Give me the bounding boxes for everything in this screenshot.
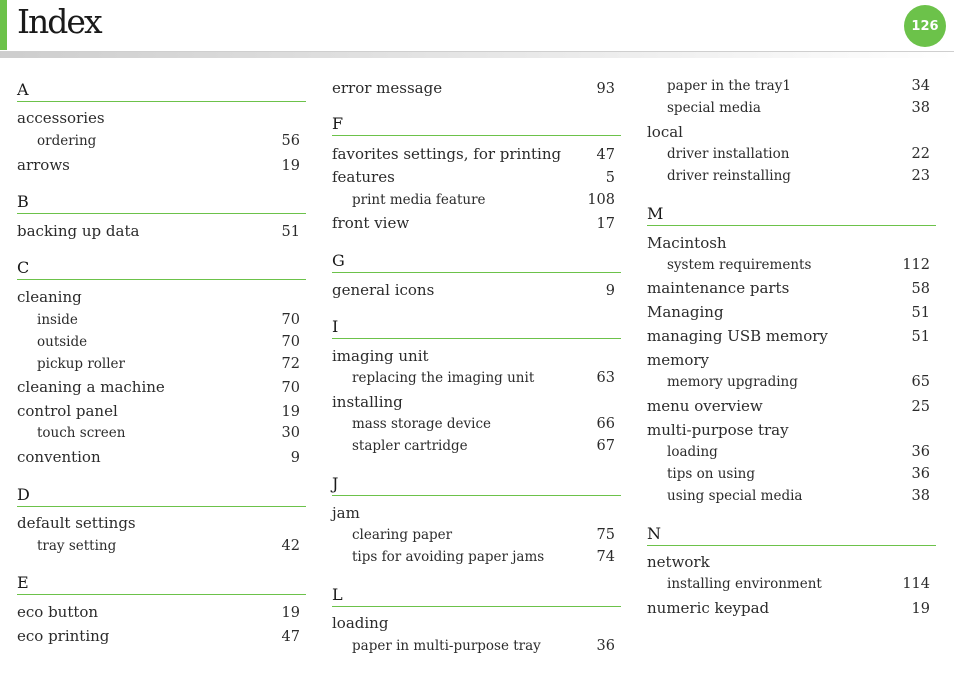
page-reference[interactable]: 114 [902, 576, 930, 592]
page-reference[interactable]: 19 [281, 158, 300, 174]
page-number-badge: 126 [904, 5, 946, 47]
index-term: inside [37, 312, 78, 328]
page-reference[interactable]: 25 [911, 399, 930, 415]
page-reference[interactable]: 56 [281, 133, 300, 149]
index-entry[interactable] [332, 393, 621, 411]
page-reference[interactable]: 17 [596, 216, 615, 232]
page-reference[interactable]: 65 [911, 374, 930, 390]
index-term: jam [332, 504, 360, 522]
index-entry[interactable] [332, 168, 621, 186]
index-term: installing environment [667, 576, 822, 592]
page-reference[interactable]: 47 [281, 629, 300, 645]
index-term: general icons [332, 281, 435, 299]
index-subentry[interactable] [647, 488, 936, 504]
page-reference[interactable]: 19 [911, 601, 930, 617]
page-reference[interactable]: 36 [911, 444, 930, 460]
index-entry[interactable] [647, 123, 936, 141]
page-reference[interactable]: 93 [596, 81, 615, 97]
index-subentry[interactable] [647, 257, 936, 273]
index-term: backing up data [17, 222, 140, 240]
section-letter-heading: D [17, 485, 306, 507]
page-reference[interactable]: 19 [281, 404, 300, 420]
index-term: error message [332, 79, 443, 97]
page-reference[interactable]: 74 [596, 549, 615, 565]
page-reference[interactable]: 9 [605, 283, 615, 299]
index-term: numeric keypad [647, 599, 770, 617]
index-term: tips for avoiding paper jams [352, 549, 545, 565]
index-subentry[interactable] [647, 466, 936, 482]
page-reference[interactable]: 36 [911, 466, 930, 482]
index-term: accessories [17, 109, 105, 127]
page-reference[interactable]: 34 [911, 78, 930, 94]
index-entry[interactable] [17, 288, 306, 306]
index-term: tips on using [667, 466, 755, 482]
index-term: tray setting [37, 538, 117, 554]
index-entry[interactable] [17, 514, 306, 532]
index-entry[interactable] [332, 214, 621, 232]
index-entry[interactable] [332, 145, 621, 163]
page-reference[interactable]: 67 [596, 438, 615, 454]
section-letter-heading: I [332, 317, 621, 339]
index-subentry[interactable] [332, 638, 621, 654]
index-term: print media feature [352, 192, 486, 208]
page-reference[interactable]: 38 [911, 488, 930, 504]
index-entry[interactable] [17, 156, 306, 174]
index-subentry[interactable] [332, 549, 621, 565]
page-reference[interactable]: 112 [902, 257, 930, 273]
index-subentry[interactable] [17, 133, 306, 149]
index-subentry[interactable] [647, 576, 936, 592]
section-letter-heading: B [17, 192, 306, 214]
index-term: front view [332, 214, 410, 232]
index-subentry[interactable] [17, 312, 306, 328]
index-term: features [332, 168, 395, 186]
section-letter-heading: A [17, 80, 306, 102]
index-term: managing USB memory [647, 327, 828, 345]
index-term: system requirements [667, 257, 812, 273]
page-reference[interactable]: 70 [281, 312, 300, 328]
index-term: arrows [17, 156, 70, 174]
index-term: paper in multi-purpose tray [352, 638, 541, 654]
index-entry[interactable] [17, 109, 306, 127]
page-reference[interactable]: 51 [281, 224, 300, 240]
index-subentry[interactable] [332, 192, 621, 208]
index-subentry[interactable] [647, 146, 936, 162]
index-entry[interactable] [332, 347, 621, 365]
index-term: local [647, 123, 683, 141]
index-subentry[interactable] [17, 356, 306, 372]
index-term: driver reinstalling [667, 168, 791, 184]
page-reference[interactable]: 75 [596, 527, 615, 543]
page-reference[interactable]: 63 [596, 370, 615, 386]
index-term: touch screen [37, 425, 126, 441]
index-term: loading [667, 444, 718, 460]
index-entry[interactable] [17, 603, 306, 621]
index-entry[interactable] [647, 303, 936, 321]
index-term: control panel [17, 402, 118, 420]
index-subentry[interactable] [332, 438, 621, 454]
page-reference[interactable]: 72 [281, 356, 300, 372]
page-reference[interactable]: 19 [281, 605, 300, 621]
index-subentry[interactable] [332, 370, 621, 386]
index-term: mass storage device [352, 416, 492, 432]
page-reference[interactable]: 5 [605, 170, 615, 186]
index-term: ordering [37, 133, 97, 149]
accent-bar [0, 0, 7, 50]
index-entry[interactable] [17, 402, 306, 420]
index-entry[interactable] [647, 553, 936, 571]
page-reference[interactable]: 51 [911, 305, 930, 321]
page-title: Index [17, 2, 101, 41]
index-term: cleaning a machine [17, 378, 165, 396]
index-term: paper in the tray1 [667, 78, 791, 94]
index-subentry[interactable] [17, 425, 306, 441]
index-term: favorites settings, for printing [332, 145, 562, 163]
index-term: default settings [17, 514, 136, 532]
index-term: convention [17, 448, 101, 466]
section-letter-heading: C [17, 258, 306, 280]
page-reference[interactable]: 66 [596, 416, 615, 432]
page-reference[interactable]: 36 [596, 638, 615, 654]
section-letter-heading: N [647, 524, 936, 546]
index-term: network [647, 553, 710, 571]
index-term: Macintosh [647, 234, 727, 252]
index-term: eco button [17, 603, 99, 621]
index-entry[interactable] [17, 448, 306, 466]
index-subentry[interactable] [332, 416, 621, 432]
index-entry[interactable] [647, 421, 936, 439]
index-term: memory [647, 351, 709, 369]
index-term: outside [37, 334, 88, 350]
page-reference[interactable]: 58 [911, 281, 930, 297]
index-subentry[interactable] [647, 374, 936, 390]
index-entry[interactable] [332, 281, 621, 299]
index-term: Managing [647, 303, 724, 321]
index-term: installing [332, 393, 403, 411]
index-term: pickup roller [37, 356, 125, 372]
index-subentry[interactable] [647, 168, 936, 184]
index-entry[interactable] [647, 327, 936, 345]
index-term: multi-purpose tray [647, 421, 789, 439]
index-term: special media [667, 100, 761, 116]
index-subentry[interactable] [332, 527, 621, 543]
page-reference[interactable]: 23 [911, 168, 930, 184]
page-reference[interactable]: 38 [911, 100, 930, 116]
index-entry[interactable] [647, 397, 936, 415]
index-term: replacing the imaging unit [352, 370, 535, 386]
index-entry[interactable] [647, 279, 936, 297]
section-letter-heading: M [647, 204, 936, 226]
index-term: menu overview [647, 397, 763, 415]
page-reference[interactable]: 70 [281, 334, 300, 350]
page-header [0, 0, 954, 60]
index-term: driver installation [667, 146, 790, 162]
index-subentry[interactable] [17, 334, 306, 350]
index-subentry[interactable] [647, 78, 936, 94]
index-entry[interactable] [17, 378, 306, 396]
section-letter-heading: L [332, 585, 621, 607]
index-entry[interactable] [332, 79, 621, 97]
index-entry[interactable] [647, 234, 936, 252]
index-entry[interactable] [647, 599, 936, 617]
section-letter-heading: E [17, 573, 306, 595]
page-reference[interactable]: 108 [587, 192, 615, 208]
index-entry[interactable] [647, 351, 936, 369]
index-term: imaging unit [332, 347, 429, 365]
index-subentry[interactable] [647, 100, 936, 116]
index-term: stapler cartridge [352, 438, 468, 454]
index-term: maintenance parts [647, 279, 790, 297]
index-entry[interactable] [332, 614, 621, 632]
page-reference[interactable]: 42 [281, 538, 300, 554]
page-reference[interactable]: 47 [596, 147, 615, 163]
page-reference[interactable]: 9 [290, 450, 300, 466]
page-reference[interactable]: 70 [281, 380, 300, 396]
section-letter-heading: G [332, 251, 621, 273]
index-term: eco printing [17, 627, 110, 645]
index-term: loading [332, 614, 389, 632]
index-entry[interactable] [17, 222, 306, 240]
index-term: cleaning [17, 288, 82, 306]
index-subentry[interactable] [17, 538, 306, 554]
index-entry[interactable] [332, 504, 621, 522]
index-entry[interactable] [17, 627, 306, 645]
section-letter-heading: J [332, 474, 621, 496]
index-term: memory upgrading [667, 374, 798, 390]
index-term: clearing paper [352, 527, 453, 543]
header-divider [0, 51, 954, 58]
page-reference[interactable]: 30 [281, 425, 300, 441]
page-reference[interactable]: 51 [911, 329, 930, 345]
index-term: using special media [667, 488, 803, 504]
section-letter-heading: F [332, 114, 621, 136]
index-subentry[interactable] [647, 444, 936, 460]
page-reference[interactable]: 22 [911, 146, 930, 162]
